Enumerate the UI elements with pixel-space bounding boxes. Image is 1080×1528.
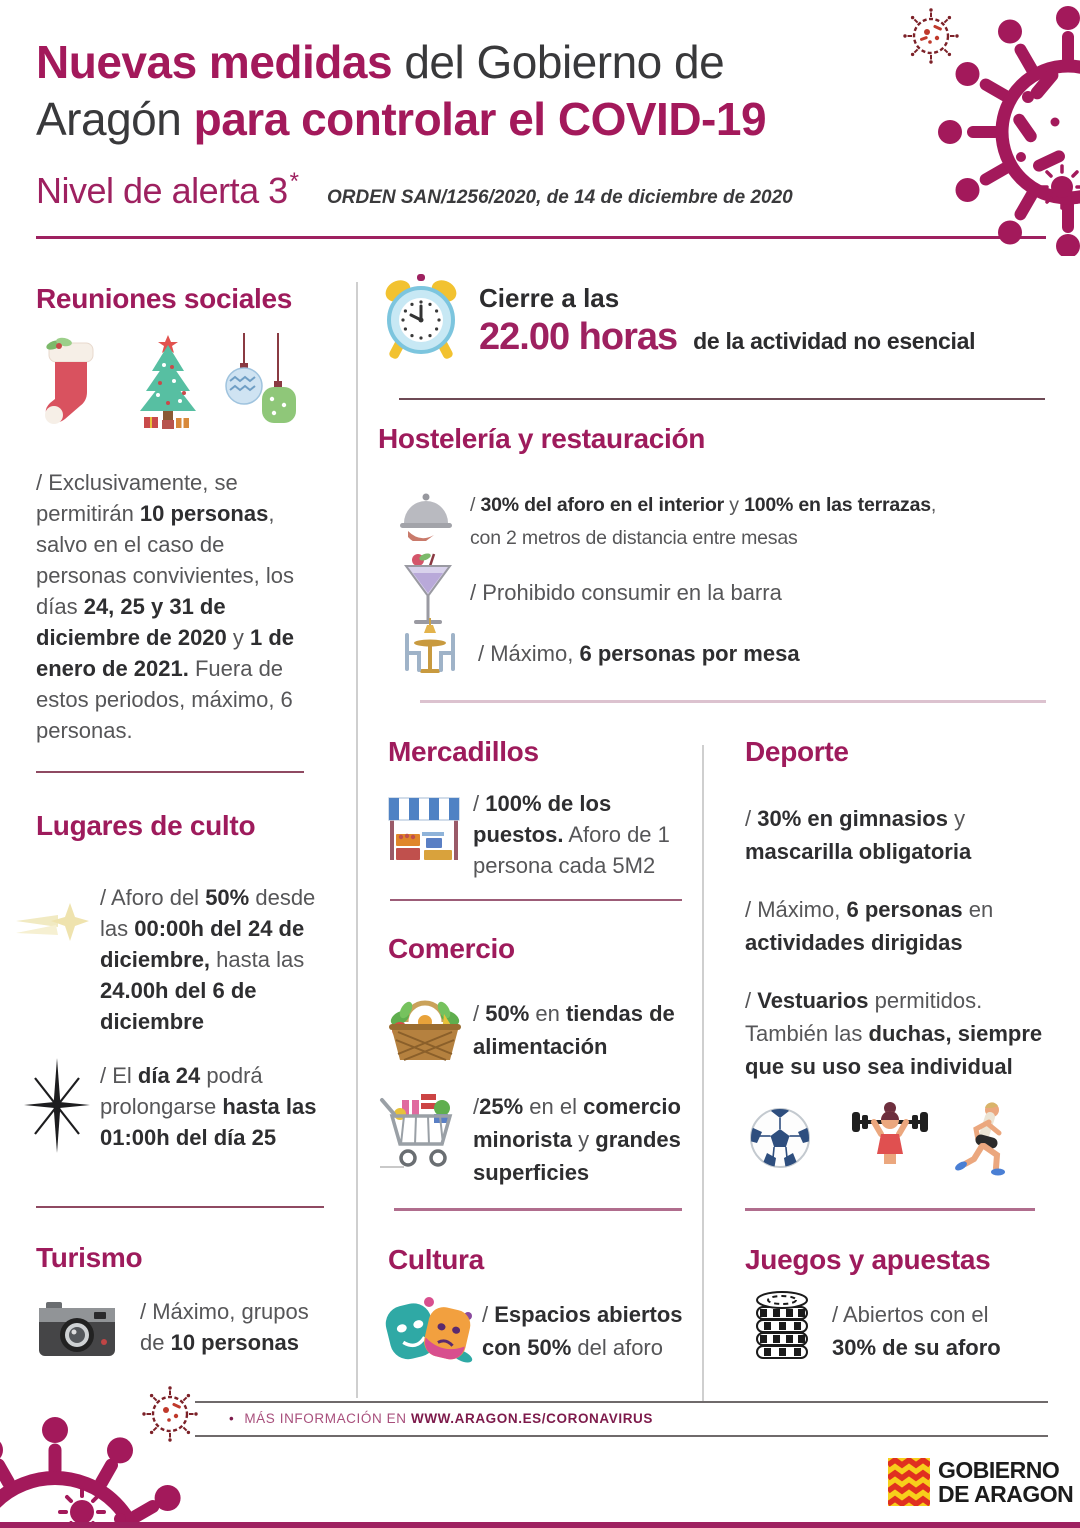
mercadillos-text: / 100% de los puestos. Aforo de 1 persona cada 5M2 xyxy=(473,791,670,878)
hosteleria-item-1-text: / 30% del aforo en el interior y 100% en las terrazas, con 2 metros de distancia entre mesas xyxy=(470,494,937,549)
header-rule xyxy=(36,236,1046,239)
logo-line-2: DE ARAGON xyxy=(938,1480,1074,1507)
comercio-item-1-text: / 50% en tiendas de alimentación xyxy=(473,1001,675,1059)
camera-icon xyxy=(38,1298,116,1360)
market-stall-icon xyxy=(388,792,460,864)
reuniones-body-text: / Exclusivamente, se permitirán 10 personas, salvo en el caso de personas convivientes, los días 24, 25 y 31 de diciembre de 2020 y 1 de enero de 2021. Fuera de estos periodos, máximo, 6 personas. xyxy=(36,470,295,743)
alert-level-row xyxy=(36,170,793,212)
divider-cierre xyxy=(399,398,1045,400)
christmas-stocking-icon xyxy=(40,333,102,430)
section-heading-turismo: Turismo xyxy=(36,1242,143,1273)
order-reference: ORDEN SAN/1256/2020, de 14 de diciembre de 2020 xyxy=(326,187,793,208)
serving-dish-icon xyxy=(398,487,454,541)
footer-rule-bottom xyxy=(195,1435,1048,1437)
footer-rule-top xyxy=(195,1401,1048,1403)
deporte-item-3-text: / Vestuarios permitidos. También las duchas, siempre que su uso sea individual xyxy=(745,988,1043,1079)
alert-asterisk: * xyxy=(289,168,299,195)
bottom-accent-strip xyxy=(0,1522,1080,1528)
column-divider-left xyxy=(356,282,358,1398)
alarm-clock-icon xyxy=(383,274,459,362)
closure-intro: Cierre a las xyxy=(479,283,620,313)
column-divider-right xyxy=(702,745,704,1401)
title-line-2: Aragón para controlar el COVID-19 xyxy=(36,93,767,145)
christmas-tree-icon xyxy=(132,333,204,430)
christmas-ornaments-icon xyxy=(222,333,300,430)
deporte-item-1-text: / 30% en gimnasios y mascarilla obligatoria xyxy=(745,806,972,864)
section-heading-hosteleria: Hostelería y restauración xyxy=(378,423,706,454)
divider-comercio xyxy=(394,1208,682,1211)
footer-info xyxy=(229,1411,653,1426)
grocery-basket-icon xyxy=(386,988,464,1064)
hosteleria-item-2-text: / Prohibido consumir en la barra xyxy=(470,580,782,605)
section-heading-reuniones: Reuniones sociales xyxy=(36,283,293,314)
divider-reuniones xyxy=(36,771,304,773)
divider-deporte xyxy=(745,1208,1035,1211)
poker-chips-icon xyxy=(752,1286,812,1362)
comercio-item-2-text: /25% en el comercio minorista y grandes superficies xyxy=(473,1094,681,1185)
divider-mercadillos xyxy=(390,899,682,901)
section-heading-juegos: Juegos y apuestas xyxy=(745,1244,991,1275)
section-heading-mercadillos: Mercadillos xyxy=(388,736,539,767)
footer-info-prefix: MÁS INFORMACIÓN EN xyxy=(244,1411,411,1426)
footer-bullet: • xyxy=(229,1411,235,1426)
alert-level-label: Nivel de alerta 3 xyxy=(36,170,288,211)
logo-line-1: GOBIERNO xyxy=(938,1457,1060,1483)
juegos-text: / Abiertos con el 30% de su aforo xyxy=(832,1302,1001,1360)
title-line-1: Nuevas medidas del Gobierno de xyxy=(36,36,725,88)
closure-detail: de la actividad no esencial xyxy=(693,328,976,354)
section-heading-comercio: Comercio xyxy=(388,933,515,964)
shopping-cart-icon xyxy=(378,1086,464,1170)
section-heading-deporte: Deporte xyxy=(745,736,849,767)
coronavirus-large-icon xyxy=(925,2,1080,256)
closure-block xyxy=(479,283,975,359)
turismo-text: / Máximo, grupos de 10 personas xyxy=(140,1299,309,1355)
footer-info-url: WWW.ARAGON.ES/CORONAVIRUS xyxy=(411,1411,653,1426)
deporte-item-2-text: / Máximo, 6 personas en actividades dirigidas xyxy=(745,897,994,955)
divider-culto xyxy=(36,1206,324,1208)
weightlifting-icon xyxy=(850,1098,930,1176)
aragon-flag-icon xyxy=(888,1458,930,1506)
culto-item-2-text: / El día 24 podrá prolongarse hasta las 01:00h del día 25 xyxy=(100,1063,317,1150)
sparkle-star-icon xyxy=(22,1058,92,1153)
hosteleria-item-3-text: / Máximo, 6 personas por mesa xyxy=(478,641,800,666)
page-title xyxy=(36,34,766,148)
shooting-star-icon xyxy=(16,895,91,955)
culto-item-1-text: / Aforo del 50% desde las 00:00h del 24 de diciembre, hasta las 24.00h del 6 de diciembre xyxy=(100,885,316,1034)
table-chairs-icon xyxy=(395,618,465,680)
theater-masks-icon xyxy=(382,1290,474,1368)
government-logo xyxy=(938,1459,1073,1506)
closure-time: 22.00 horas xyxy=(479,316,678,358)
coronavirus-small-icon xyxy=(142,1386,198,1442)
running-icon xyxy=(952,1100,1016,1178)
divider-hosteleria xyxy=(420,700,1046,703)
soccer-ball-icon xyxy=(748,1106,812,1170)
section-heading-cultura: Cultura xyxy=(388,1244,484,1275)
cultura-text: / Espacios abiertos con 50% del aforo xyxy=(482,1302,683,1360)
section-heading-culto: Lugares de culto xyxy=(36,810,256,841)
